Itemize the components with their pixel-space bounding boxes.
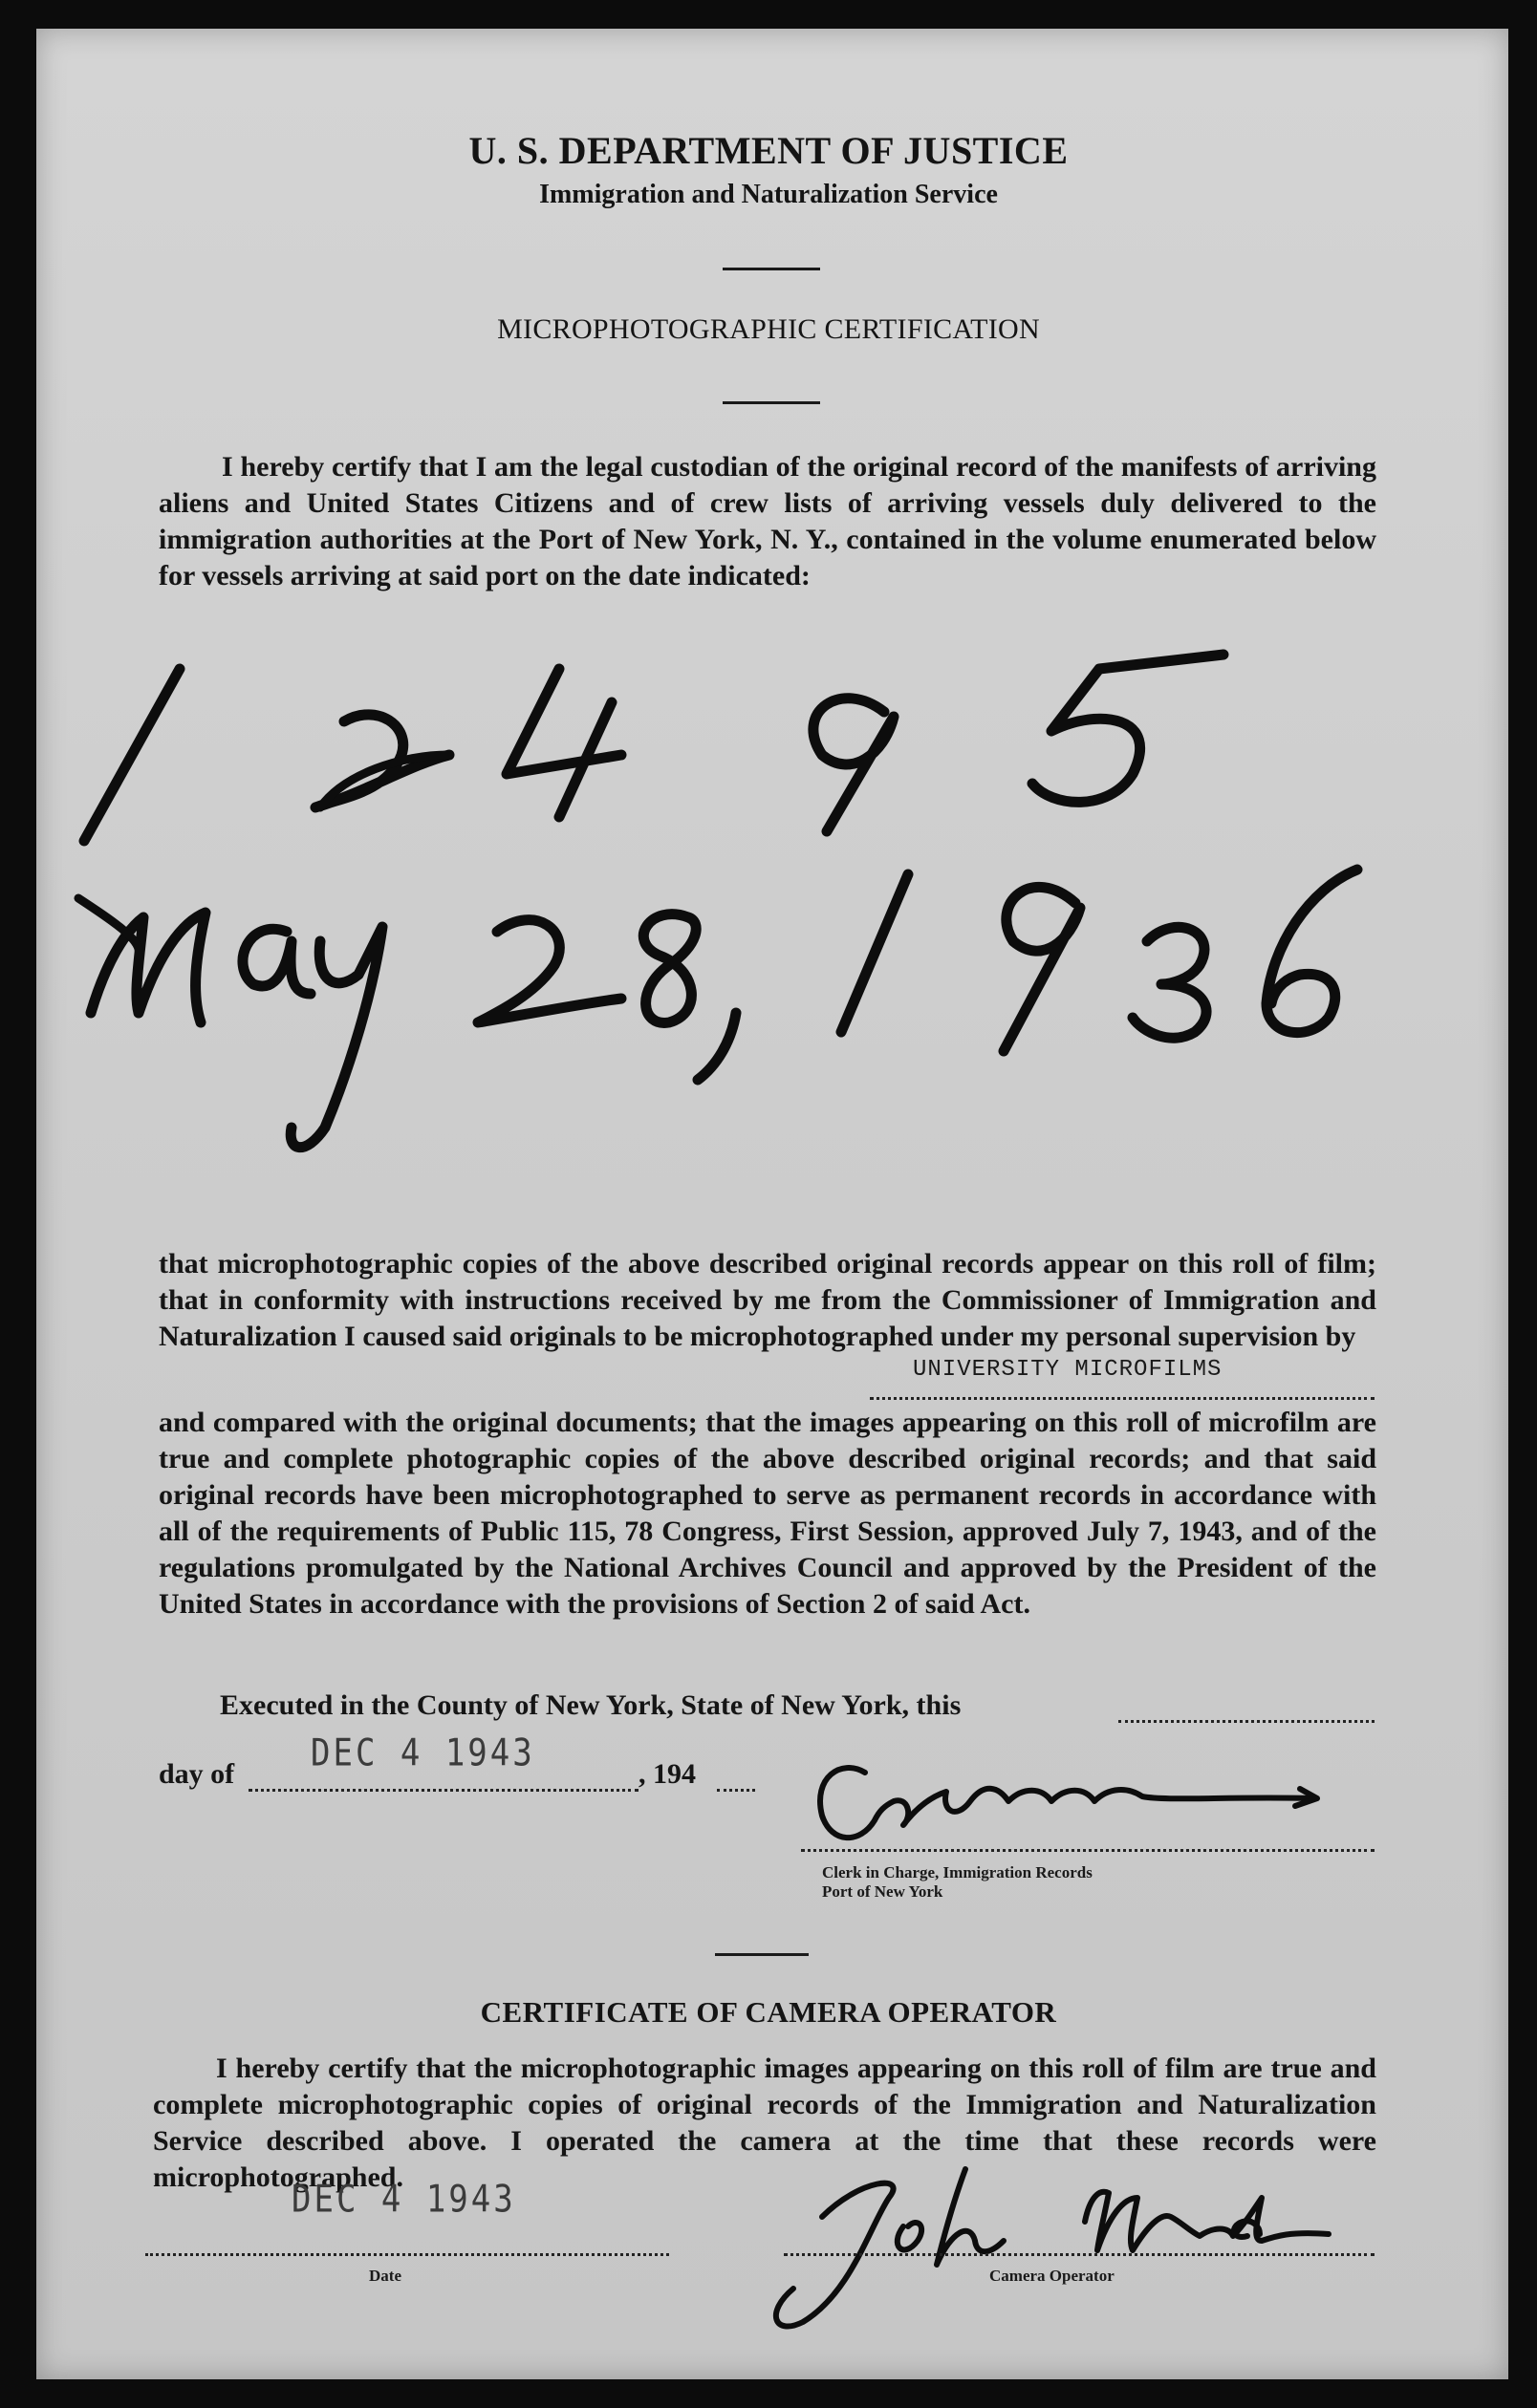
certification-title: MICROPHOTOGRAPHIC CERTIFICATION (497, 313, 1040, 345)
operator-date-stamp: DEC 4 1943 (292, 2178, 516, 2222)
date-label: Date (369, 2267, 401, 2285)
executed-line: Executed in the County of New York, State of New York, this (220, 1689, 962, 1721)
clerk-title-line2: Port of New York (822, 1882, 943, 1901)
service-subheading: Immigration and Naturalization Service (539, 180, 998, 209)
day-of-label: day of (159, 1758, 235, 1790)
year-prefix: , 194 (639, 1758, 696, 1790)
camera-operator-paragraph: I hereby certify that the microphotographic images appearing on this roll of film are true and complete microphotographic copies of original records of the Immigration and Naturalization Service described above. I operated the camera at the time that these records were microphotographed. (153, 2053, 1376, 2193)
date-stamp: DEC 4 1943 (311, 1731, 535, 1775)
clerk-title-line1: Clerk in Charge, Immigration Records (822, 1863, 1093, 1881)
camera-operator-label: Camera Operator (989, 2267, 1115, 2285)
supervised-by-typed: UNIVERSITY MICROFILMS (913, 1357, 1223, 1383)
department-heading: U. S. DEPARTMENT OF JUSTICE (468, 129, 1069, 172)
body-paragraph-1: that microphotographic copies of the above described original records appear on this roll of film; that in conformity with instructions received by me from the Commissioner of Immigration and Naturalization I caused said originals to be microphotographed under my personal supervision by (159, 1248, 1376, 1352)
operator-signature-line (784, 2253, 1375, 2256)
body-paragraph-2: and compared with the original documents; that the images appearing on this roll of microfilm are true and complete photographic copies of the above described original records; and that said original records have been microphotographed to serve as permanent records in accordance with all of the requirements of Public 115, 78 Congress, First Session, approved July 7, 1943, and of the regulations promulgated by the National Archives Council and approved by the President of the United States in accordance with the provisions of Section 2 of said Act. (159, 1407, 1376, 1620)
camera-operator-title: CERTIFICATE OF CAMERA OPERATOR (480, 1995, 1057, 2029)
intro-paragraph: I hereby certify that I am the legal custodian of the original record of the manifests of arriving aliens and United States Citizens and of crew lists of arriving vessels duly delivered to the immigration authorities at the Port of New York, N. Y., contained in the volume enumerated below for vessels arriving at said port on the date indicated: (159, 451, 1376, 591)
